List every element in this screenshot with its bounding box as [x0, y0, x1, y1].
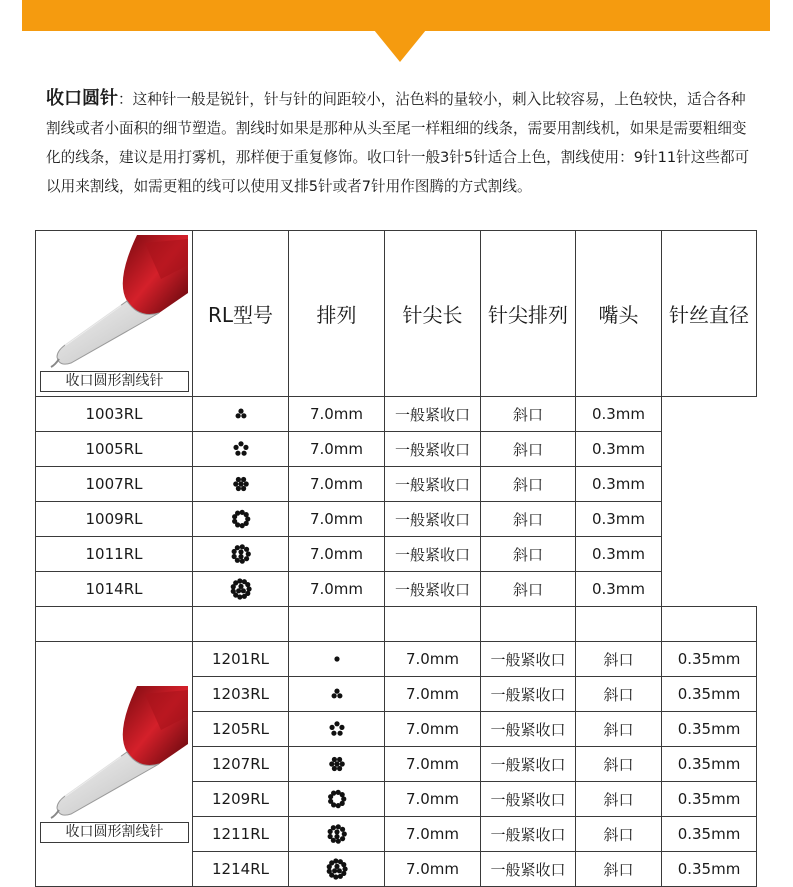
- tip-arrangement-cell: 一般紧收口: [385, 502, 481, 537]
- tip-arrangement-cell: 一般紧收口: [385, 397, 481, 432]
- intro-body: ：这种针一般是锐针，针与针的间距较小，沾色料的量较小，刺入比较容易，上色较快，适合各种割线或者小面积的细节塑造。割线时如果是那种从头至尾一样粗细的线条，需要用割线机，如果是需要粗细变化的线条，建议是用打雾机，那样便于重复修饰。收口针一般3针5针适合上色，割线使用：9针11针这些都可以用来割线，如需更粗的线可以使用叉排5针或者7针用作图腾的方式割线。: [46, 91, 750, 195]
- tip-length-cell: 7.0mm: [289, 502, 385, 537]
- model-cell: 1014RL: [36, 572, 193, 607]
- arrangement-cell: [193, 502, 289, 537]
- model-cell: 1009RL: [36, 502, 193, 537]
- needle-cartridge-image: [41, 686, 188, 820]
- header-banner: [22, 0, 770, 31]
- mouth-cell: 斜口: [481, 397, 576, 432]
- diameter-cell: 0.3mm: [576, 537, 662, 572]
- model-cell: 1209RL: [193, 782, 289, 817]
- tip-arrangement-cell: 一般紧收口: [385, 467, 481, 502]
- header-arrangement: 排列: [289, 231, 385, 397]
- tip-length-cell: 7.0mm: [289, 432, 385, 467]
- diameter-cell: 0.3mm: [576, 502, 662, 537]
- model-cell: 1203RL: [193, 677, 289, 712]
- model-cell: 1003RL: [36, 397, 193, 432]
- model-cell: 1205RL: [193, 712, 289, 747]
- tip-length-cell: 7.0mm: [385, 817, 481, 852]
- model-cell: 1211RL: [193, 817, 289, 852]
- needle-arrangement-icon: [225, 538, 257, 570]
- diameter-cell: 0.3mm: [576, 572, 662, 607]
- arrangement-cell: [289, 817, 385, 852]
- empty-cell: [193, 607, 289, 642]
- mouth-cell: 斜口: [481, 467, 576, 502]
- arrangement-cell: [193, 537, 289, 572]
- needle-arrangement-icon: [225, 468, 257, 500]
- table-row: [36, 467, 757, 502]
- empty-cell: [481, 607, 576, 642]
- mouth-cell: 斜口: [576, 677, 662, 712]
- needle-cartridge-image: [41, 235, 188, 369]
- header-model: RL型号: [193, 231, 289, 397]
- table-row: [36, 572, 757, 607]
- mouth-cell: 斜口: [576, 747, 662, 782]
- image-caption: 收口圆形割线针: [40, 371, 189, 392]
- header-tip-arrangement: 针尖排列: [481, 231, 576, 397]
- diameter-cell: 0.35mm: [662, 677, 757, 712]
- tip-length-cell: 7.0mm: [385, 712, 481, 747]
- diameter-cell: 0.35mm: [662, 712, 757, 747]
- mouth-cell: 斜口: [576, 852, 662, 887]
- tip-length-cell: 7.0mm: [289, 537, 385, 572]
- table-row: [36, 502, 757, 537]
- diameter-cell: 0.35mm: [662, 852, 757, 887]
- model-cell: 1005RL: [36, 432, 193, 467]
- diameter-cell: 0.35mm: [662, 782, 757, 817]
- model-cell: 1207RL: [193, 747, 289, 782]
- tip-length-cell: 7.0mm: [385, 642, 481, 677]
- tip-arrangement-cell: 一般紧收口: [481, 677, 576, 712]
- diameter-cell: 0.3mm: [576, 397, 662, 432]
- needle-arrangement-icon: [321, 783, 353, 815]
- table-row: [36, 642, 757, 677]
- tip-arrangement-cell: 一般紧收口: [481, 747, 576, 782]
- arrangement-cell: [289, 852, 385, 887]
- empty-cell: [36, 607, 193, 642]
- intro-title: 收口圆针: [46, 88, 118, 109]
- needle-arrangement-icon: [321, 748, 353, 780]
- tip-length-cell: 7.0mm: [385, 747, 481, 782]
- diameter-cell: 0.35mm: [662, 817, 757, 852]
- tip-length-cell: 7.0mm: [289, 467, 385, 502]
- tip-arrangement-cell: 一般紧收口: [481, 642, 576, 677]
- table-row: [36, 397, 757, 432]
- empty-cell: [662, 607, 757, 642]
- needle-arrangement-icon: [321, 853, 353, 885]
- header-mouth: 嘴头: [576, 231, 662, 397]
- header-diameter: 针丝直径: [662, 231, 757, 397]
- mouth-cell: 斜口: [481, 537, 576, 572]
- diameter-cell: 0.35mm: [662, 747, 757, 782]
- needle-arrangement-icon: [321, 713, 353, 745]
- mouth-cell: 斜口: [576, 782, 662, 817]
- needle-arrangement-icon: [321, 643, 353, 675]
- tip-length-cell: 7.0mm: [289, 572, 385, 607]
- arrangement-cell: [289, 782, 385, 817]
- needle-arrangement-icon: [225, 573, 257, 605]
- empty-cell: [289, 607, 385, 642]
- arrangement-cell: [289, 712, 385, 747]
- mouth-cell: 斜口: [481, 572, 576, 607]
- tip-arrangement-cell: 一般紧收口: [481, 782, 576, 817]
- diameter-cell: 0.3mm: [576, 467, 662, 502]
- arrangement-cell: [289, 642, 385, 677]
- mouth-cell: 斜口: [481, 502, 576, 537]
- tip-length-cell: 7.0mm: [385, 782, 481, 817]
- needle-arrangement-icon: [321, 818, 353, 850]
- mouth-cell: 斜口: [576, 712, 662, 747]
- table-row: [36, 537, 757, 572]
- needle-arrangement-icon: [225, 503, 257, 535]
- tip-arrangement-cell: 一般紧收口: [481, 852, 576, 887]
- diameter-cell: 0.35mm: [662, 642, 757, 677]
- intro-paragraph: [46, 84, 760, 201]
- needle-arrangement-icon: [321, 678, 353, 710]
- header-tip-length: 针尖长: [385, 231, 481, 397]
- table-header-row: [36, 231, 757, 397]
- image-caption: 收口圆形割线针: [40, 822, 189, 843]
- tip-length-cell: 7.0mm: [385, 677, 481, 712]
- needle-spec-table: [35, 230, 757, 887]
- model-cell: 1214RL: [193, 852, 289, 887]
- tip-arrangement-cell: 一般紧收口: [385, 432, 481, 467]
- tip-arrangement-cell: 一般紧收口: [385, 572, 481, 607]
- tip-arrangement-cell: 一般紧收口: [385, 537, 481, 572]
- tip-length-cell: 7.0mm: [289, 397, 385, 432]
- needle-arrangement-icon: [225, 398, 257, 430]
- arrangement-cell: [193, 467, 289, 502]
- model-cell: 1201RL: [193, 642, 289, 677]
- arrangement-cell: [193, 397, 289, 432]
- mouth-cell: 斜口: [576, 642, 662, 677]
- model-cell: 1011RL: [36, 537, 193, 572]
- arrangement-cell: [289, 677, 385, 712]
- empty-cell: [385, 607, 481, 642]
- arrangement-cell: [193, 572, 289, 607]
- arrangement-cell: [289, 747, 385, 782]
- needle-arrangement-icon: [225, 433, 257, 465]
- mouth-cell: 斜口: [576, 817, 662, 852]
- spacer-row: [36, 607, 757, 642]
- tip-length-cell: 7.0mm: [385, 852, 481, 887]
- empty-cell: [576, 607, 662, 642]
- header-image-cell: [36, 231, 193, 397]
- down-arrow-icon: [374, 30, 426, 62]
- tip-arrangement-cell: 一般紧收口: [481, 712, 576, 747]
- arrangement-cell: [193, 432, 289, 467]
- product-image-cell: [36, 642, 193, 887]
- mouth-cell: 斜口: [481, 432, 576, 467]
- tip-arrangement-cell: 一般紧收口: [481, 817, 576, 852]
- model-cell: 1007RL: [36, 467, 193, 502]
- table-row: [36, 432, 757, 467]
- diameter-cell: 0.3mm: [576, 432, 662, 467]
